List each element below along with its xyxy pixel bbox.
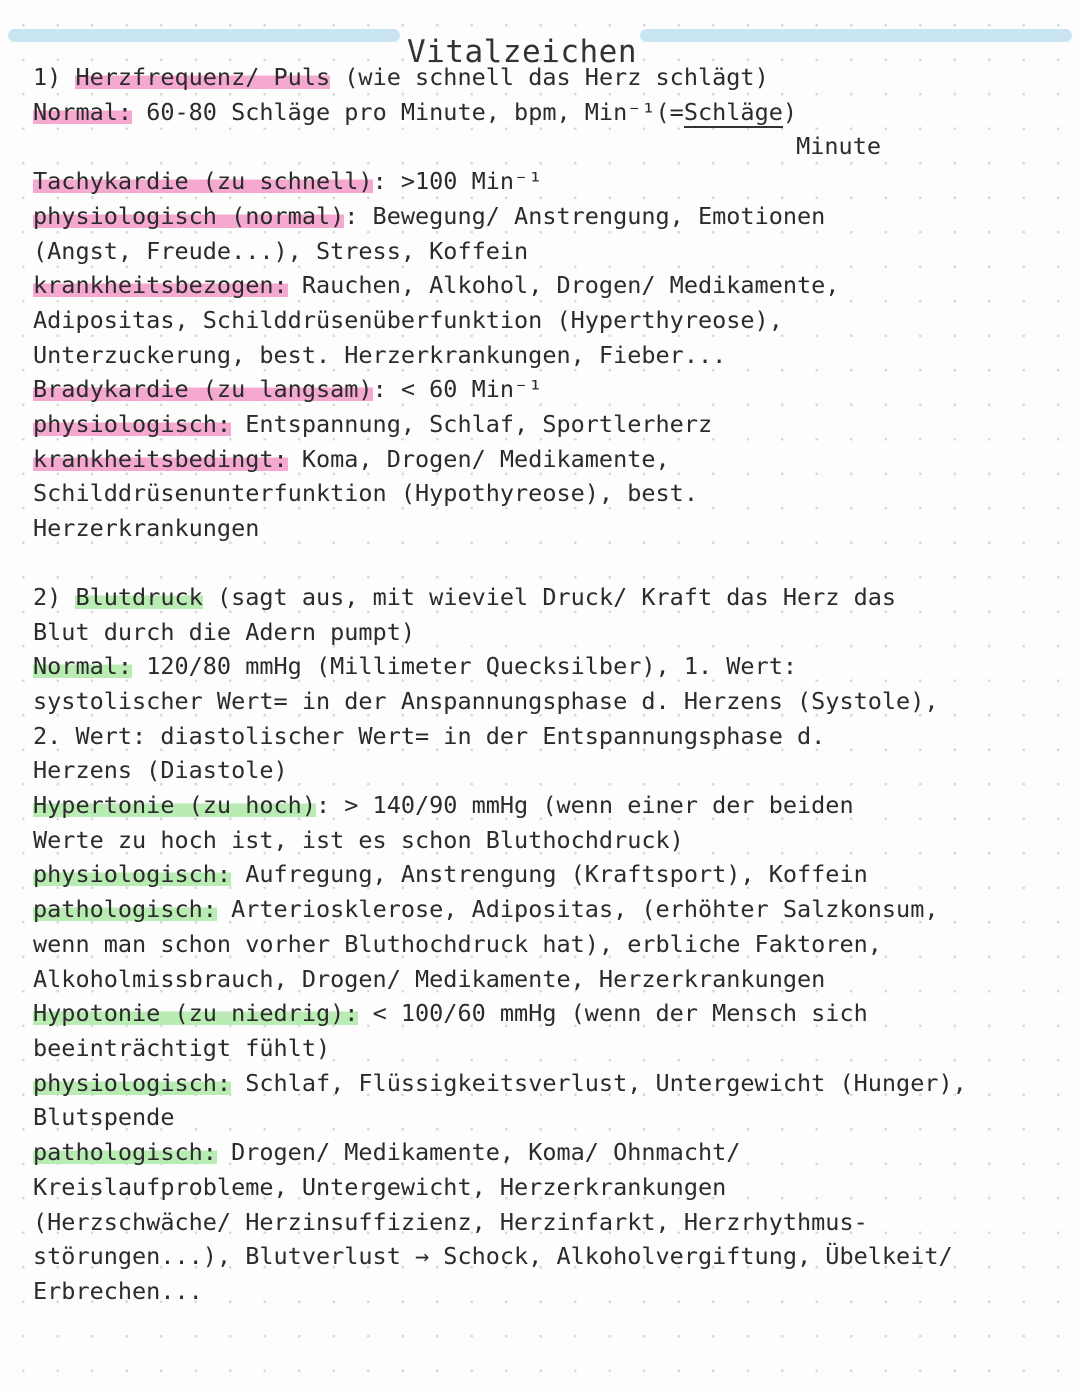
text-line: Herzens (Diastole) xyxy=(33,756,288,785)
notes-content xyxy=(33,60,1063,1309)
brady-physio-line: physiologisch: Entspannung, Schlaf, Sportlerherz xyxy=(33,410,713,439)
text-line: (Herzschwäche/ Herzinsuffizienz, Herzinfarkt, Herzrhythmus- xyxy=(33,1207,868,1236)
text-line: beeinträchtigt fühlt) xyxy=(33,1033,331,1062)
text-line: Adipositas, Schilddrüsenüberfunktion (Hyperthyreose), xyxy=(33,305,783,334)
hyper-patho-line: pathologisch: Arteriosklerose, Adipositas, (erhöhter Salzkonsum, xyxy=(33,895,939,924)
hypo-patho-line: pathologisch: Drogen/ Medikamente, Koma/ Ohnmacht/ xyxy=(33,1138,741,1167)
text-line: Blut durch die Adern pumpt) xyxy=(33,617,416,646)
text-line: Schilddrüsenunterfunktion (Hypothyreose), best. xyxy=(33,479,698,508)
text-line: (Angst, Freude...), Stress, Koffein xyxy=(33,236,529,265)
brady-krank-line: krankheitsbedingt: Koma, Drogen/ Medikamente, xyxy=(33,444,670,473)
text-line: systolischer Wert= in der Anspannungsphase d. Herzens (Systole), xyxy=(33,686,939,715)
tachy-physio-line: physiologisch (normal): Bewegung/ Anstrengung, Emotionen xyxy=(33,201,826,230)
hypo-physio-line: physiologisch: Schlaf, Flüssigkeitsverlust, Untergewicht (Hunger), xyxy=(33,1068,967,1097)
hypotonie-line: Hypotonie (zu niedrig): < 100/60 mmHg (wenn der Mensch sich xyxy=(33,999,868,1028)
text-line: Kreislaufprobleme, Untergewicht, Herzerkrankungen xyxy=(33,1172,727,1201)
hypertonie-line: Hypertonie (zu hoch): > 140/90 mmHg (wenn einer der beiden xyxy=(33,791,854,820)
text-line: Blutspende xyxy=(33,1103,175,1132)
text-line: Werte zu hoch ist, ist es schon Bluthochdruck) xyxy=(33,825,684,854)
text-line: 2. Wert: diastolischer Wert= in der Entspannungsphase d. xyxy=(33,721,826,750)
fraction-denominator: Minute xyxy=(796,132,881,161)
text-line: störungen...), Blutverlust → Schock, Alkoholvergiftung, Übelkeit/ xyxy=(33,1242,953,1271)
text-line: Erbrechen... xyxy=(33,1276,203,1305)
bradykardie-line: Bradykardie (zu langsam): < 60 Min⁻¹ xyxy=(33,375,543,404)
section1-normal: Normal: 60-80 Schläge pro Minute, bpm, Min⁻¹(=Schläge) xyxy=(33,97,798,126)
section2-heading: 2) Blutdruck (sagt aus, mit wieviel Druck/ Kraft das Herz das xyxy=(33,582,897,611)
tachykardie-line: Tachykardie (zu schnell): >100 Min⁻¹ xyxy=(33,167,543,196)
section1-heading: 1) Herzfrequenz/ Puls (wie schnell das Herz schlägt) xyxy=(33,63,769,91)
text-line: Unterzuckerung, best. Herzerkrankungen, Fieber... xyxy=(33,340,727,369)
section2-normal: Normal: 120/80 mmHg (Millimeter Quecksilber), 1. Wert: xyxy=(33,652,798,681)
title-bar xyxy=(0,22,1080,70)
section-gap xyxy=(33,546,1063,580)
title-underline-right xyxy=(640,29,1072,42)
text-line: Herzerkrankungen xyxy=(33,514,260,543)
tachy-krank-line: krankheitsbezogen: Rauchen, Alkohol, Drogen/ Medikamente, xyxy=(33,271,840,300)
hyper-physio-line: physiologisch: Aufregung, Anstrengung (Kraftsport), Koffein xyxy=(33,860,868,889)
page-title: Vitalzeichen xyxy=(407,34,637,70)
text-line: wenn man schon vorher Bluthochdruck hat), erbliche Faktoren, xyxy=(33,929,882,958)
title-underline-left xyxy=(8,29,400,42)
text-line: Alkoholmissbrauch, Drogen/ Medikamente, Herzerkrankungen xyxy=(33,964,826,993)
